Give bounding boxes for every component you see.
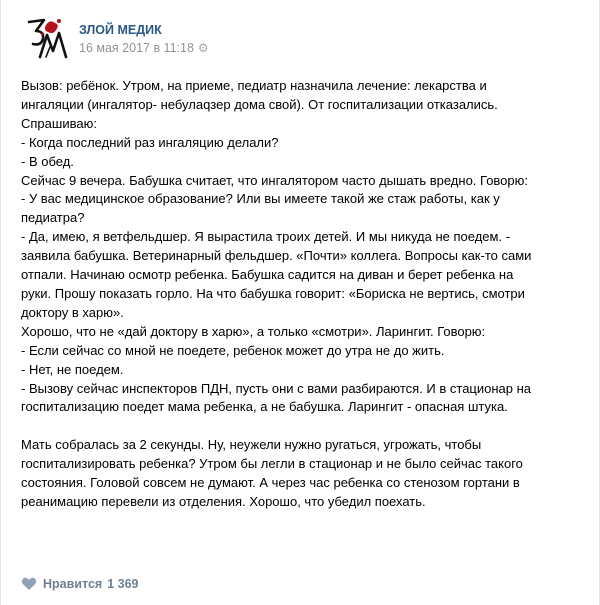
like-label: Нравится [43, 577, 103, 591]
post-text [21, 77, 586, 512]
post-meta [79, 41, 209, 55]
post-footer [21, 574, 138, 594]
post-author[interactable]: ЗЛОЙ МЕДИК [79, 23, 162, 37]
like-count: 1 369 [107, 577, 139, 591]
zm-logo-icon[interactable] [22, 13, 72, 63]
post-paragraph: Мать собралась за 2 секунды. Ну, неужели нужно ругаться, угрожать, чтобы госпитализировать ребенка? Утром бы легли в стационар и не было сейчас такого состояния. Головой совсем не думают. А через час ребенка со стенозом гортани в реанимацию перевели из отделения. Хорошо, что убедил поехать. [21, 437, 523, 509]
paragraph-gap [21, 417, 586, 436]
post-timestamp[interactable]: 16 мая 2017 в 11:18 [79, 41, 194, 55]
like-button[interactable] [21, 577, 138, 591]
post-paragraph: Вызов: ребёнок. Утром, на приеме, педиатр назначила лечение: лекарства и ингаляции (ингалятор- небулаqзер дома свой). От госпитализации отказались. Спрашиваю: - Когда последний раз ингаляцию делали? - В обед. Сейчас 9 вечера. Бабушка считает, что ингалятором часто дышать вредно. Говорю: - У вас медицинское образование? Или вы имеете такой же стаж работы, как у педиатра? - Да, имею, я ветфельдшер. Я вырастила троих детей. И мы никуда не поедем. - заявила бабушка. Ветеринарный фельдшер. «Почти» коллега. Вопросы как-то сами отпали. Начинаю осмотр ребенка. Бабушка садится на диван и берет ребенка на руки. Прошу показать горло. На что бабушка говорит: «Бориска не вертись, смотри доктору в харю». Хорошо, что не «дай доктору в харю», а только «смотри». Ларингит. Говорю: - Если сейчас со мной не поедете, ребенок может до утра не до жить. - Нет, не поедем. - Вызову сейчас инспекторов ПДН, пусть они с вами разбираются. И в стационар на госпитализацию поедет мама ребенка, а не бабушка. Ларингит - опасная штука. [21, 78, 532, 415]
gear-icon[interactable]: ⚙ [197, 41, 209, 55]
heart-icon [21, 577, 37, 591]
